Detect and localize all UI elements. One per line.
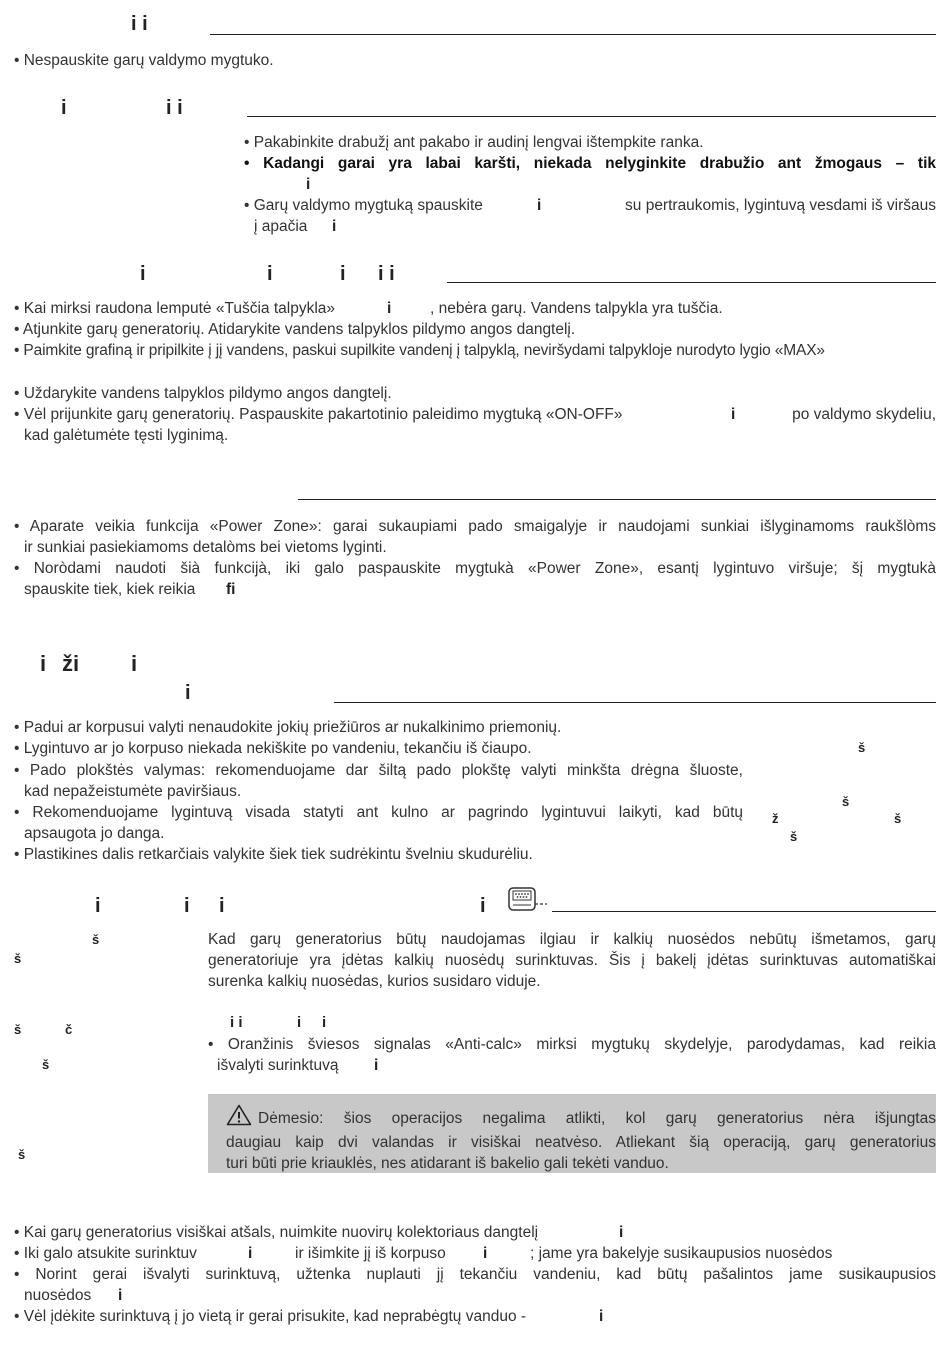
- heading-fragment: i i: [131, 13, 148, 35]
- warning-text: daugiau kaip dvi valandas ir visiškai neatvėso. Atliekant šią operaciją, garų generatorius: [226, 1134, 936, 1151]
- text-fragment: i: [118, 1287, 123, 1304]
- subheading-fragment: i i: [230, 1014, 243, 1031]
- heading-rule: [298, 499, 936, 500]
- subheading-fragment: i: [322, 1014, 327, 1031]
- heading-fragment: i i: [166, 97, 183, 119]
- bullet-item: • Uždarykite vandens talpyklos pildymo angos dangtelį.: [14, 385, 392, 402]
- bullet-item: • Plastikines dalis retkarčiais valykite šiek tiek sudrėkintu švelniu skudurėliu.: [14, 846, 533, 863]
- text-fragment: i: [332, 218, 337, 235]
- bullet-item: • Paimkite grafiną ir pripilkite į jį vandens, paskui supilkite vandenį į talpyklą, neviršydami talpykloje nurodyto lygio «MAX»: [14, 342, 825, 359]
- heading-fragment: i: [219, 895, 225, 917]
- caption-fragment: š: [842, 794, 850, 809]
- bullet-continuation: nuosėdos: [24, 1287, 92, 1304]
- bullet-item: • Norint gerai išvalyti surinktuvą, užtenka nuplauti jį tekančiu vandeniu, kad būtų pašalintos jame susikaupusios: [14, 1266, 936, 1283]
- bullet-item-continued: , nebėra garų. Vandens talpykla yra tuščia.: [430, 300, 723, 317]
- warning-text: Dėmesio: šios operacijos negalima atlikti, kol garų generatorius nėra išjungtas: [258, 1110, 936, 1127]
- paragraph-line: generatoriuje yra įdėtas kalkių nuosėdų surinktuvas. Šis į bakelį įdėtas surinktuvas automatiškai: [208, 952, 936, 969]
- heading-rule: [552, 911, 936, 912]
- caption-fragment: ž: [772, 811, 779, 826]
- text-fragment: i: [387, 300, 392, 317]
- caption-fragment: č: [65, 1022, 73, 1037]
- bullet-item: • Kai mirksi raudona lemputė «Tuščia talpykla»: [14, 300, 336, 317]
- bullet-item: • Aparate veikia funkcija «Power Zone»: garai sukaupiami pado smaigalyje ir naudojami sunkiai išlyginamoms raukšlòms: [14, 518, 936, 535]
- section-title-fragment: i: [40, 651, 47, 676]
- heading-rule: [447, 282, 936, 283]
- heading-rule: [210, 34, 936, 35]
- text-fragment: i: [599, 1308, 604, 1325]
- caption-fragment: š: [14, 951, 22, 966]
- text-fragment: i: [374, 1057, 379, 1074]
- heading-fragment: i: [61, 97, 67, 119]
- heading-fragment: i: [340, 263, 346, 285]
- caption-fragment: š: [894, 811, 902, 826]
- paragraph-line: surenka kalkių nuosėdas, kurios susidaro viduje.: [208, 973, 541, 990]
- warning-box: [208, 1094, 936, 1173]
- text-fragment: i: [248, 1245, 253, 1262]
- heading-fragment: i: [140, 263, 146, 285]
- bullet-item: • Nespauskite garų valdymo mygtuko.: [14, 52, 274, 69]
- bullet-item-bold: • Kadangi garai yra labai karšti, niekada nelyginkite drabužio ant žmogaus – tik: [244, 155, 936, 172]
- text-fragment: i: [537, 197, 542, 214]
- heading-fragment: i: [95, 895, 101, 917]
- bullet-item-continued: su pertraukomis, lygintuvą vesdami iš viršaus: [625, 197, 936, 214]
- caption-fragment: š: [14, 1022, 22, 1037]
- paragraph-line: Kad garų generatorius būtų naudojamas ilgiau ir kalkių nuosėdos nebūtų išmetamos, garų: [208, 931, 936, 948]
- heading-fragment: i i: [378, 263, 395, 285]
- bullet-item: • Pakabinkite drabužį ant pakabo ir audinį lengvai ištempkite ranka.: [244, 134, 704, 151]
- caption-fragment: š: [790, 829, 798, 844]
- bullet-item-continued: ; jame yra bakelyje susikaupusios nuosėdos: [530, 1245, 833, 1262]
- heading-fragment: i: [184, 895, 190, 917]
- bullet-item: • Atjunkite garų generatorių. Atidarykite vandens talpyklos pildymo angos dangtelį.: [14, 321, 576, 338]
- bullet-item: • Padui ar korpusui valyti nenaudokite jokių priežiūros ar nukalkinimo priemonių.: [14, 719, 562, 736]
- bullet-item: • Vėl įdėkite surinktuvą į jo vietą ir gerai prisukite, kad neprabėgtų vanduo -: [14, 1308, 527, 1325]
- bullet-continuation: kad galėtumėte tęsti lyginimą.: [24, 427, 229, 444]
- bullet-item-continued: ir išimkite jį iš korpuso: [295, 1245, 446, 1262]
- heading-fragment: i: [267, 263, 273, 285]
- subheading-fragment: i: [297, 1014, 302, 1031]
- bullet-item-continued: po valdymo skydeliu,: [792, 406, 936, 423]
- caption-fragment: š: [858, 740, 866, 755]
- bullet-item: • Iki galo atsukite surinktuv: [14, 1245, 197, 1262]
- bullet-item: • Rekomenduojame lygintuvą visada statyti ant kulno ar pagrindo lygintuvui laikyti, kad būtų: [14, 804, 743, 821]
- text-fragment: i: [306, 176, 311, 193]
- bullet-continuation: į apačia: [254, 218, 308, 235]
- heading-rule: [247, 116, 936, 117]
- bullet-continuation: ir sunkiai pasiekiamoms detalòms bei vietoms lyginti.: [24, 539, 387, 556]
- bullet-continuation: spauskite tiek, kiek reikia: [24, 581, 196, 598]
- heading-rule: [334, 702, 936, 703]
- text-fragment: i: [619, 1224, 624, 1241]
- bullet-item: • Garų valdymo mygtuką spauskite: [244, 197, 483, 214]
- section-title-fragment: ži: [62, 651, 80, 676]
- warning-text: turi būti prie kriauklės, nes atidarant iš bakelio gali tekėti vanduo.: [226, 1155, 669, 1172]
- bullet-item: • Vėl prijunkite garų generatorių. Paspauskite pakartotinio paleidimo mygtuką «ON-OFF»: [14, 406, 623, 423]
- heading-fragment: i: [480, 895, 486, 917]
- steam-generator-icon: [507, 886, 549, 919]
- heading-fragment: i: [185, 682, 191, 704]
- caption-fragment: š: [92, 932, 100, 947]
- bullet-item: • Pado plokštės valymas: rekomenduojame dar šiltą pado plokštę valyti minkšta drėgna šluoste,: [14, 762, 743, 779]
- bullet-item: • Kai garų generatorius visiškai atšals, nuimkite nuovirų kolektoriaus dangtelį: [14, 1224, 539, 1241]
- bullet-continuation: kad nepažeistumėte paviršiaus.: [24, 783, 242, 800]
- bullet-continuation: išvalyti surinktuvą: [217, 1057, 339, 1074]
- text-fragment: i: [731, 406, 736, 423]
- bullet-continuation: apsaugota jo danga.: [24, 825, 165, 842]
- section-title-fragment: i: [131, 651, 138, 676]
- text-fragment: fi: [226, 581, 236, 598]
- warning-triangle-icon: [226, 1104, 252, 1132]
- bullet-item: • Oranžinis šviesos signalas «Anti-calc» mirksi mygtukų skydelyje, parodydamas, kad reikia: [208, 1036, 936, 1053]
- caption-fragment: š: [42, 1057, 50, 1072]
- bullet-item: • Noròdami naudoti šià funkcijà, iki galo paspauskite mygtukà «Power Zone», esantį lygintuvo viršuje; šį mygtukà: [14, 560, 936, 577]
- bullet-item: • Lygintuvo ar jo korpuso niekada nekiškite po vandeniu, tekančiu iš čiaupo.: [14, 740, 532, 757]
- text-fragment: i: [483, 1245, 488, 1262]
- caption-fragment: š: [18, 1147, 26, 1162]
